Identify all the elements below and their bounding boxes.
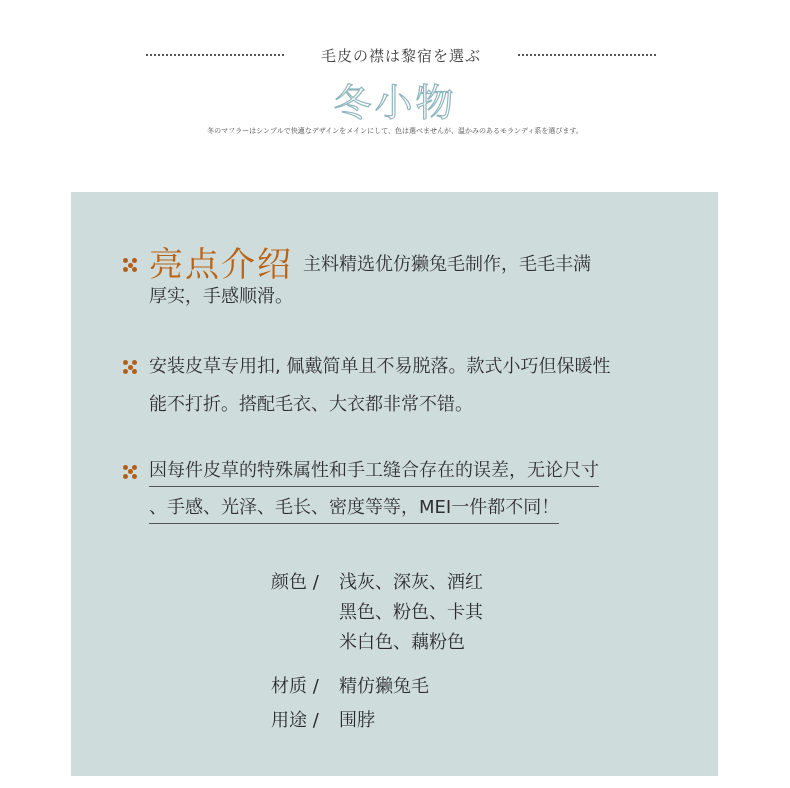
feature-section [123,350,683,422]
dotted-divider-left [146,54,284,56]
bullet-icon [123,258,137,272]
usage-spec [271,706,375,736]
color-values-3: 米白色、藕粉色 [339,632,465,653]
material-value: 精仿獭兔毛 [339,676,429,697]
usage-value: 围脖 [339,710,375,731]
material-spec [271,672,429,702]
main-title: 冬小物 [333,81,457,125]
highlight-section [123,240,683,314]
notice-line-1: 因每件皮草的特殊属性和手工缝合存在的误差，无论尺寸 [149,456,599,487]
color-values-1: 浅灰、深灰、酒红 [339,572,483,593]
usage-label: 用途 / [271,710,319,731]
highlight-line-1: 主料精选优仿獭兔毛制作，毛毛丰满 [303,254,591,275]
material-label: 材质 / [271,676,319,697]
feature-line-2: 能不打折。搭配毛衣、大衣都非常不错。 [149,394,473,415]
header-small-title: 毛皮の襟は黎宿を選ぶ [320,46,481,65]
color-label: 颜色 / [271,572,319,593]
color-spec [271,568,483,658]
subtitle: 冬のマフラーはシンプルで快適なデザインをメインにして、色は選べませんが、温かみのあるモランディ系を選びます。 [207,127,583,135]
info-panel [71,192,718,776]
feature-line-1: 安装皮草专用扣, 佩戴简单且不易脱落。款式小巧但保暖性 [149,356,611,377]
highlight-line-2: 厚实，手感顺滑。 [149,286,293,307]
bullet-icon [123,360,137,374]
highlight-heading: 亮点介绍 [149,245,293,285]
dotted-divider-right [518,54,656,56]
notice-section [123,456,683,525]
notice-line-2: 、手感、光泽、毛长、密度等等，MEI一件都不同！ [149,493,559,524]
color-values-2: 黑色、粉色、卡其 [339,602,483,623]
bullet-icon [123,465,137,479]
header-line [146,40,656,70]
